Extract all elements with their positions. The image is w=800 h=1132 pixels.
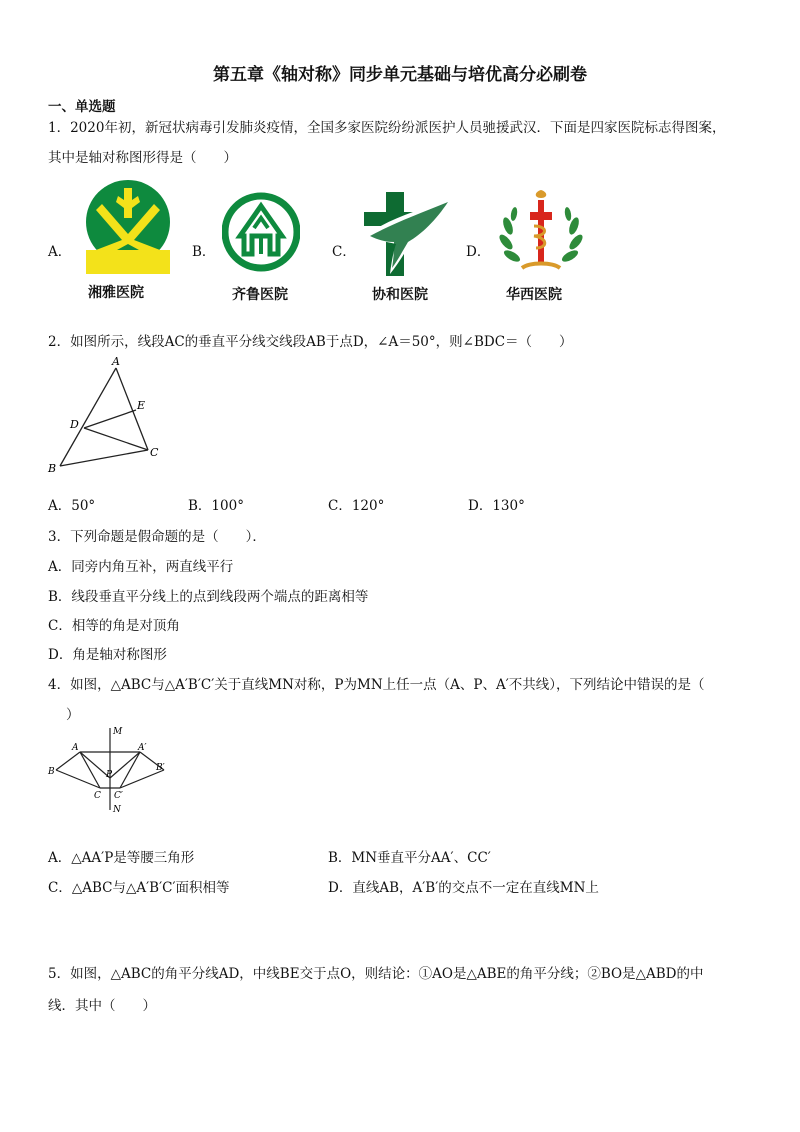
q1-option-d-letter: D． — [466, 244, 491, 260]
q5-text-line2: 线．其中（ ） — [48, 998, 156, 1014]
q4-label-m: M — [113, 727, 123, 737]
qilu-logo-icon — [222, 188, 300, 276]
q1-option-c-letter: C． — [332, 244, 356, 260]
huaxi-logo-icon — [494, 186, 588, 280]
q2-option-a: A．50° — [48, 498, 96, 514]
q2-label-b: B — [48, 462, 57, 475]
q3-text: 3．下列命题是假命题的是（ ）． — [48, 529, 266, 545]
q4-option-d: D．直线AB，A′B′的交点不一定在直线MN上 — [328, 880, 599, 896]
q4-label-b: B — [48, 767, 55, 777]
q4-option-a: A．△AA′P是等腰三角形 — [48, 850, 195, 866]
q1-option-b-letter: B． — [192, 244, 216, 260]
q4-label-a-prime: A′ — [138, 743, 147, 753]
q3-option-c: C．相等的角是对顶角 — [48, 618, 180, 634]
page-title: 第五章《轴对称》同步单元基础与培优高分必刷卷 — [213, 65, 587, 85]
q3-option-a: A．同旁内角互补，两直线平行 — [48, 559, 234, 575]
q1-option-d-caption: 华西医院 — [506, 287, 562, 303]
q4-symmetry-diagram — [44, 724, 178, 816]
q2-label-c: C — [150, 446, 159, 459]
q1-text-line2: 其中是轴对称图形得是（ ） — [48, 150, 237, 166]
q2-option-c: C．120° — [328, 498, 385, 514]
q4-label-a: A — [72, 743, 79, 753]
q4-text-line1: 4．如图，△ABC与△A′B′C′关于直线MN对称，P为MN上任一点（A、P、A′不共线），下列结论中错误的是（ — [48, 677, 705, 693]
q4-label-c-prime: C′ — [114, 791, 123, 801]
q1-option-c-caption: 协和医院 — [372, 287, 428, 303]
q2-option-b: B．100° — [188, 498, 244, 514]
q1-option-a-letter: A． — [48, 244, 72, 260]
q1-option-a-caption: 湘雅医院 — [88, 285, 144, 301]
q5-text-line1: 5．如图，△ABC的角平分线AD，中线BE交于点O，则结论：①AO是△ABE的角平分线；②BO是△ABD的中 — [48, 966, 704, 982]
q2-text: 2．如图所示，线段AC的垂直平分线交线段AB于点D，∠A＝50°，则∠BDC＝（ ） — [48, 334, 573, 350]
q1-option-b-caption: 齐鲁医院 — [232, 287, 288, 303]
xiehe-logo-icon — [360, 188, 456, 280]
q4-label-c: C — [94, 791, 101, 801]
q2-option-d: D．130° — [468, 498, 525, 514]
q4-option-b: B．MN垂直平分AA′、CC′ — [328, 850, 491, 866]
q2-label-d: D — [70, 418, 79, 431]
q4-option-c: C．△ABC与△A′B′C′面积相等 — [48, 880, 230, 896]
q3-option-b: B．线段垂直平分线上的点到线段两个端点的距离相等 — [48, 589, 369, 605]
q4-label-n: N — [113, 805, 121, 815]
q2-triangle-diagram — [44, 354, 174, 476]
q4-label-p: P — [106, 770, 113, 780]
q4-text-line2: ） — [66, 707, 80, 723]
xiangya-logo-icon — [80, 178, 176, 276]
q4-label-b-prime: B′ — [156, 763, 165, 773]
q2-label-e: E — [137, 399, 146, 412]
q2-label-a: A — [112, 355, 120, 368]
section-heading: 一、单选题 — [48, 99, 116, 115]
q1-text-line1: 1．2020年初，新冠状病毒引发肺炎疫情，全国多家医院纷纷派医护人员驰援武汉．下面是四家医院标志得图案， — [48, 120, 726, 136]
q3-option-d: D．角是轴对称图形 — [48, 647, 167, 663]
